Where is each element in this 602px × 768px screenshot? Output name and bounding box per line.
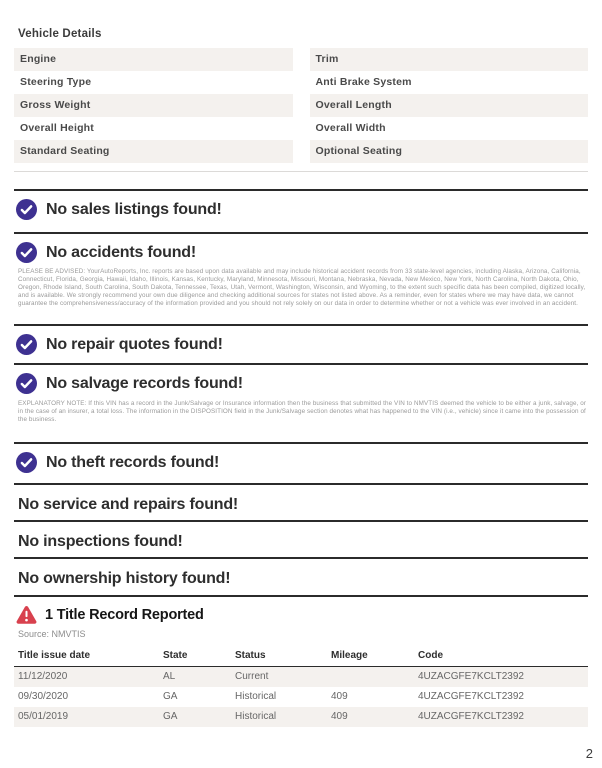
- table-header-row: [14, 650, 588, 667]
- column-header: State: [163, 650, 188, 661]
- check-circle-icon: [16, 334, 37, 355]
- title-records-table: [14, 650, 588, 727]
- cell-status: Historical: [235, 711, 277, 722]
- section-theft-records: [14, 442, 588, 483]
- section-title: No ownership history found!: [18, 570, 231, 587]
- vehicle-details-heading: Vehicle Details: [18, 28, 102, 40]
- cell-title-issue-date: 09/30/2020: [18, 691, 69, 702]
- title-records-heading: 1 Title Record Reported: [45, 607, 204, 623]
- section-ownership-history: [14, 557, 588, 595]
- vehicle-detail-field: Overall Width: [315, 122, 386, 134]
- vehicle-detail-field: Steering Type: [20, 76, 92, 88]
- section-accidents: [14, 232, 588, 324]
- cell-state: GA: [163, 691, 178, 702]
- section-title: No repair quotes found!: [46, 335, 223, 353]
- column-header: Code: [418, 650, 443, 661]
- accidents-disclaimer-note: PLEASE BE ADVISED: YourAutoReports, Inc. reports are based upon data available and may include historical accident records from 33 state-level agencies, including Alaska, Arizona, California, Connecticut, Florida, Georgia, Hawaii, Idaho, Illinois, Kansas, Kentucky, Maryland, Minnesota, Missouri, Montana, Nebraska, Nevada, New Mexico, New York, North Carolina, North Dakota, Ohio, Oregon, Rhode Island, South Carolina, South Dakota, Tennessee, Texas, Utah, Vermont, Washington, Wisconsin, and Wyoming, to the extent such specific data has been compiled, digitized locally, and is available. We strongly recommend your own due diligence and checking additional sources for states not listed above. As a reminder, even for states where we may have data, we cannot guarantee the comprehensiveness/accuracy of the information provided and you should not rely solely on our data in order to determine whether or not a vehicle was ever involved in an accident.: [18, 268, 586, 307]
- cell-code: 4UZACGFE7KCLT2392: [418, 711, 524, 722]
- cell-mileage: [327, 667, 414, 687]
- vehicle-details-grid: [14, 48, 588, 163]
- cell-status: Current: [235, 671, 269, 682]
- section-repair-quotes: [14, 324, 588, 363]
- column-header: Status: [235, 650, 266, 661]
- cell-code: 4UZACGFE7KCLT2392: [418, 671, 524, 682]
- cell-status: Historical: [235, 691, 277, 702]
- check-circle-icon: [16, 373, 37, 394]
- section-title: No accidents found!: [46, 243, 196, 261]
- section-divider-light: [14, 171, 588, 172]
- column-header: Mileage: [331, 650, 368, 661]
- section-inspections: [14, 520, 588, 557]
- vehicle-detail-field: Optional Seating: [310, 140, 589, 163]
- warning-triangle-icon: [16, 605, 37, 625]
- section-sales-listings: [14, 189, 588, 232]
- cell-state: GA: [163, 711, 178, 722]
- check-circle-icon: [16, 452, 37, 473]
- section-title: No theft records found!: [46, 453, 220, 471]
- vehicle-detail-field: Standard Seating: [14, 140, 293, 163]
- vehicle-detail-field: Overall Height: [20, 122, 94, 134]
- section-title-records: [14, 595, 588, 727]
- cell-title-issue-date: 05/01/2019: [18, 711, 69, 722]
- vehicle-detail-field: Gross Weight: [14, 94, 293, 117]
- cell-code: 4UZACGFE7KCLT2392: [418, 691, 524, 702]
- section-salvage-records: [14, 363, 588, 442]
- cell-title-issue-date: 11/12/2020: [18, 671, 68, 682]
- table-row: [14, 687, 588, 707]
- page-number: 2: [585, 746, 593, 761]
- cell-mileage: 409: [331, 711, 348, 722]
- vehicle-detail-field: Overall Length: [310, 94, 589, 117]
- title-records-source: Source: NMVTIS: [18, 629, 86, 639]
- cell-mileage: 409: [331, 691, 348, 702]
- check-circle-icon: [16, 242, 37, 263]
- check-circle-icon: [16, 199, 37, 220]
- table-row: [14, 707, 588, 727]
- section-title: No inspections found!: [18, 533, 183, 550]
- vehicle-detail-field: Engine: [14, 48, 293, 71]
- section-title: No service and repairs found!: [18, 496, 239, 513]
- section-title: No salvage records found!: [46, 374, 243, 392]
- table-row: [14, 667, 588, 687]
- salvage-explanatory-note: EXPLANATORY NOTE: If this VIN has a record in the Junk/Salvage or Insurance information then the business that submitted the VIN to NMVTIS deemed the vehicle to be either a junk, salvage, or in the case of an insurer, a total loss. The information in the DISPOSITION field in the Junk/Salvage section denotes what has happened to the VIN (i.e., vehicle) since it came into the possession of the business.: [18, 400, 587, 423]
- section-title: No sales listings found!: [46, 200, 222, 218]
- cell-state: AL: [163, 671, 176, 682]
- vehicle-detail-field: Trim: [310, 48, 589, 71]
- section-service-repairs: [14, 483, 588, 520]
- vehicle-detail-field: Anti Brake System: [315, 76, 412, 88]
- column-header: Title issue date: [18, 650, 91, 661]
